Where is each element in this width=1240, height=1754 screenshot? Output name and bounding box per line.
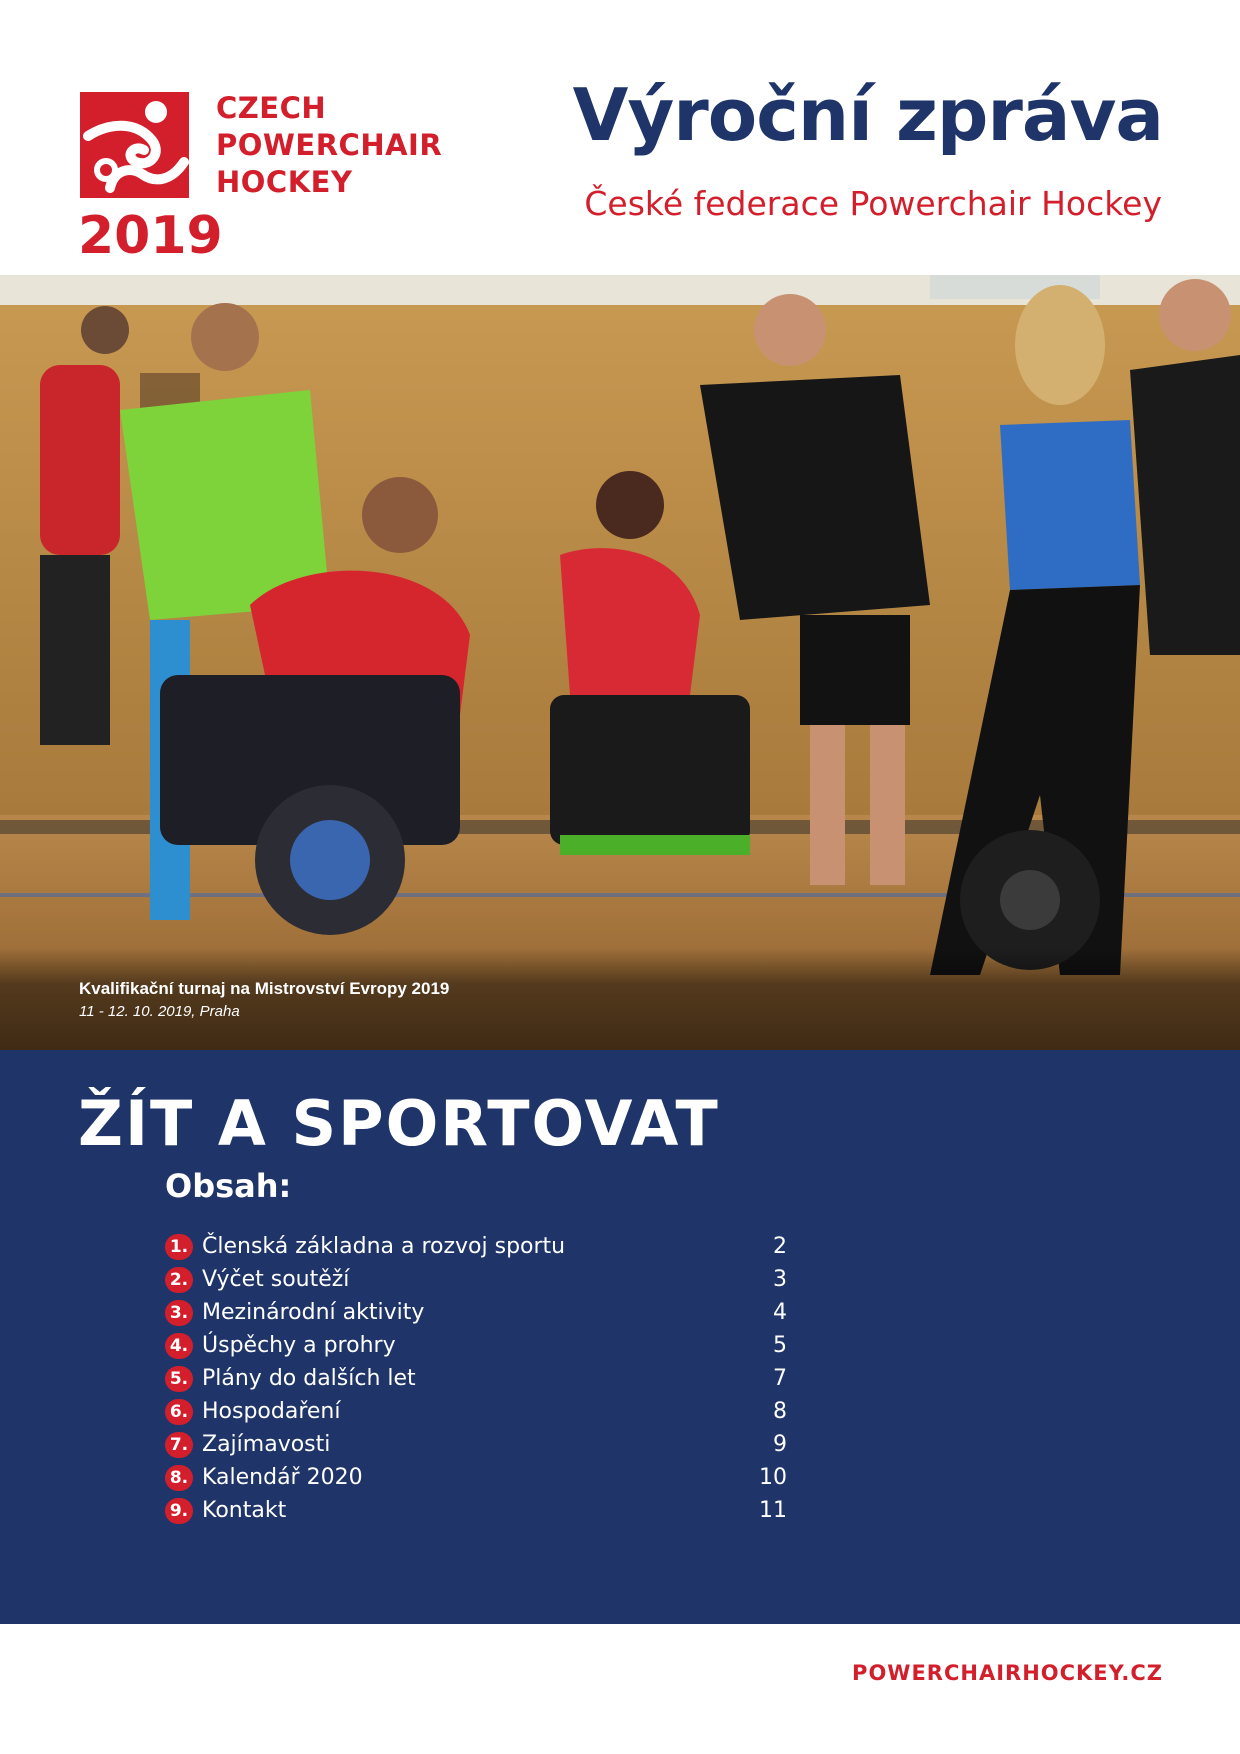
toc-item[interactable] xyxy=(165,1263,787,1296)
toc-item-label: Zajímavosti xyxy=(202,1431,331,1457)
photo-illustration xyxy=(0,275,1240,1050)
toc-item-label: Členská základna a rozvoj sportu xyxy=(202,1233,566,1259)
caption-title: Kvalifikační turnaj na Mistrovství Evropy 2019 xyxy=(79,979,450,998)
toc-item[interactable] xyxy=(165,1461,787,1494)
toc-page-number: 4 xyxy=(773,1300,787,1325)
toc-page-number: 5 xyxy=(773,1333,787,1358)
toc-page-number: 9 xyxy=(773,1432,787,1457)
toc-item[interactable] xyxy=(165,1428,787,1461)
toc-number-badge: 3. xyxy=(165,1300,193,1326)
toc-page-number: 3 xyxy=(773,1267,787,1292)
toc-item[interactable] xyxy=(165,1395,787,1428)
toc-item[interactable] xyxy=(165,1362,787,1395)
logo-wordmark xyxy=(216,90,456,201)
toc-number-badge: 7. xyxy=(165,1432,193,1458)
toc-item-label: Hospodaření xyxy=(202,1398,341,1424)
toc-item-label: Výčet soutěží xyxy=(202,1266,350,1292)
toc-item[interactable] xyxy=(165,1296,787,1329)
toc-number-badge: 6. xyxy=(165,1399,193,1425)
contents-panel xyxy=(0,1050,1240,1624)
toc-page-number: 8 xyxy=(773,1399,787,1424)
toc-item[interactable] xyxy=(165,1329,787,1362)
toc-number-badge: 2. xyxy=(165,1267,193,1293)
toc-item-label: Mezinárodní aktivity xyxy=(202,1299,425,1325)
toc-number-badge: 9. xyxy=(165,1498,193,1524)
toc-item-label: Kontakt xyxy=(202,1497,287,1523)
toc-number-badge: 5. xyxy=(165,1366,193,1392)
slogan: ŽÍT A SPORTOVAT xyxy=(78,1087,720,1160)
caption-date-place: 11 - 12. 10. 2019, Praha xyxy=(79,1003,240,1020)
logo-line: CZECH xyxy=(216,91,327,125)
report-year: 2019 xyxy=(78,206,223,266)
toc-page-number: 10 xyxy=(759,1465,787,1490)
document-title: Výroční zpráva xyxy=(572,73,1163,157)
photo-caption xyxy=(0,948,1240,1050)
powerchair-hockey-logo-icon xyxy=(80,92,189,198)
toc-item-label: Plány do dalších let xyxy=(202,1365,416,1391)
logo-line: POWERCHAIR xyxy=(216,128,443,162)
document-subtitle: České federace Powerchair Hockey xyxy=(584,184,1162,223)
toc-page-number: 2 xyxy=(773,1234,787,1259)
toc-item[interactable] xyxy=(165,1230,787,1263)
toc-heading: Obsah: xyxy=(165,1167,292,1205)
toc-number-badge: 8. xyxy=(165,1465,193,1491)
toc-page-number: 11 xyxy=(759,1498,787,1523)
table-of-contents xyxy=(165,1230,787,1527)
toc-item-label: Kalendář 2020 xyxy=(202,1464,363,1490)
website-link[interactable]: POWERCHAIRHOCKEY.CZ xyxy=(852,1661,1163,1685)
logo-line: HOCKEY xyxy=(216,165,353,199)
toc-item-label: Úspěchy a prohry xyxy=(202,1332,396,1358)
cover-photo xyxy=(0,275,1240,1050)
toc-page-number: 7 xyxy=(773,1366,787,1391)
toc-item[interactable] xyxy=(165,1494,787,1527)
toc-number-badge: 1. xyxy=(165,1234,193,1260)
toc-number-badge: 4. xyxy=(165,1333,193,1359)
